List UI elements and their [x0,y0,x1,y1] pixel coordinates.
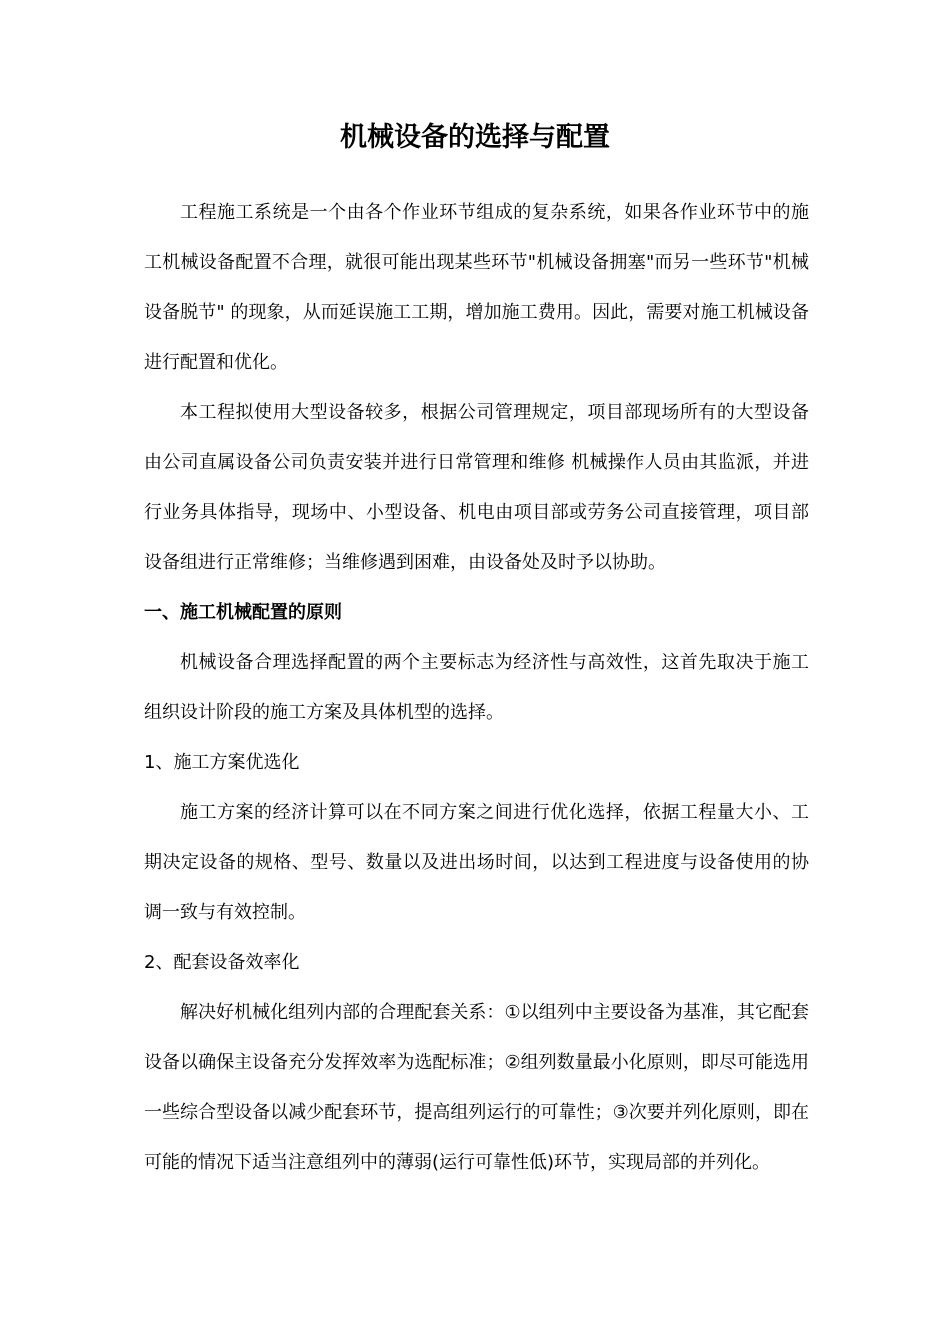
paragraph-intro: 工程施工系统是一个由各个作业环节组成的复杂系统，如果各作业环节中的施工机械设备配置不合理，就很可能出现某些环节"机械设备拥塞"而另一些环节"机械设备脱节" 的现象，从而延误施工工期，增加施工费用。因此，需要对施工机械设备进行配置和优化。 [144,202,809,373]
paragraph-principles-intro: 机械设备合理选择配置的两个主要标志为经济性与高效性，这首先取决于施工组织设计阶段的施工方案及具体机型的选择。 [144,652,809,723]
paragraph-equipment-management: 本工程拟使用大型设备较多，根据公司管理规定，项目部现场所有的大型设备由公司直属设备公司负责安装并进行日常管理和维修 机械操作人员由其监派，并进行业务具体指导，现场中、小型设备、机电由项目部或劳务公司直接管理，项目部设备组进行正常维修；当维修遇到困难，由设备处及时予以协助。 [144,402,809,573]
document-title: 机械设备的选择与配置 [340,122,610,153]
section-heading-principles: 一、施工机械配置的原则 [144,602,342,623]
subsection-heading-equipment-efficiency: 2、配套设备效率化 [144,952,300,973]
paragraph-plan-optimization: 施工方案的经济计算可以在不同方案之间进行优化选择，依据工程量大小、工期决定设备的规格、型号、数量以及进出场时间，以达到工程进度与设备使用的协调一致与有效控制。 [144,802,809,923]
subsection-heading-plan-optimization: 1、施工方案优选化 [144,752,300,773]
paragraph-equipment-efficiency: 解决好机械化组列内部的合理配套关系：①以组列中主要设备为基准，其它配套设备以确保主设备充分发挥效率为选配标准；②组列数量最小化原则，即尽可能选用一些综合型设备以减少配套环节，提高组列运行的可靠性；③次要并列化原则，即在可能的情况下适当注意组列中的薄弱(运行可靠性低)环节，实现局部的并列化。 [144,1002,809,1173]
document-body [144,188,809,1188]
